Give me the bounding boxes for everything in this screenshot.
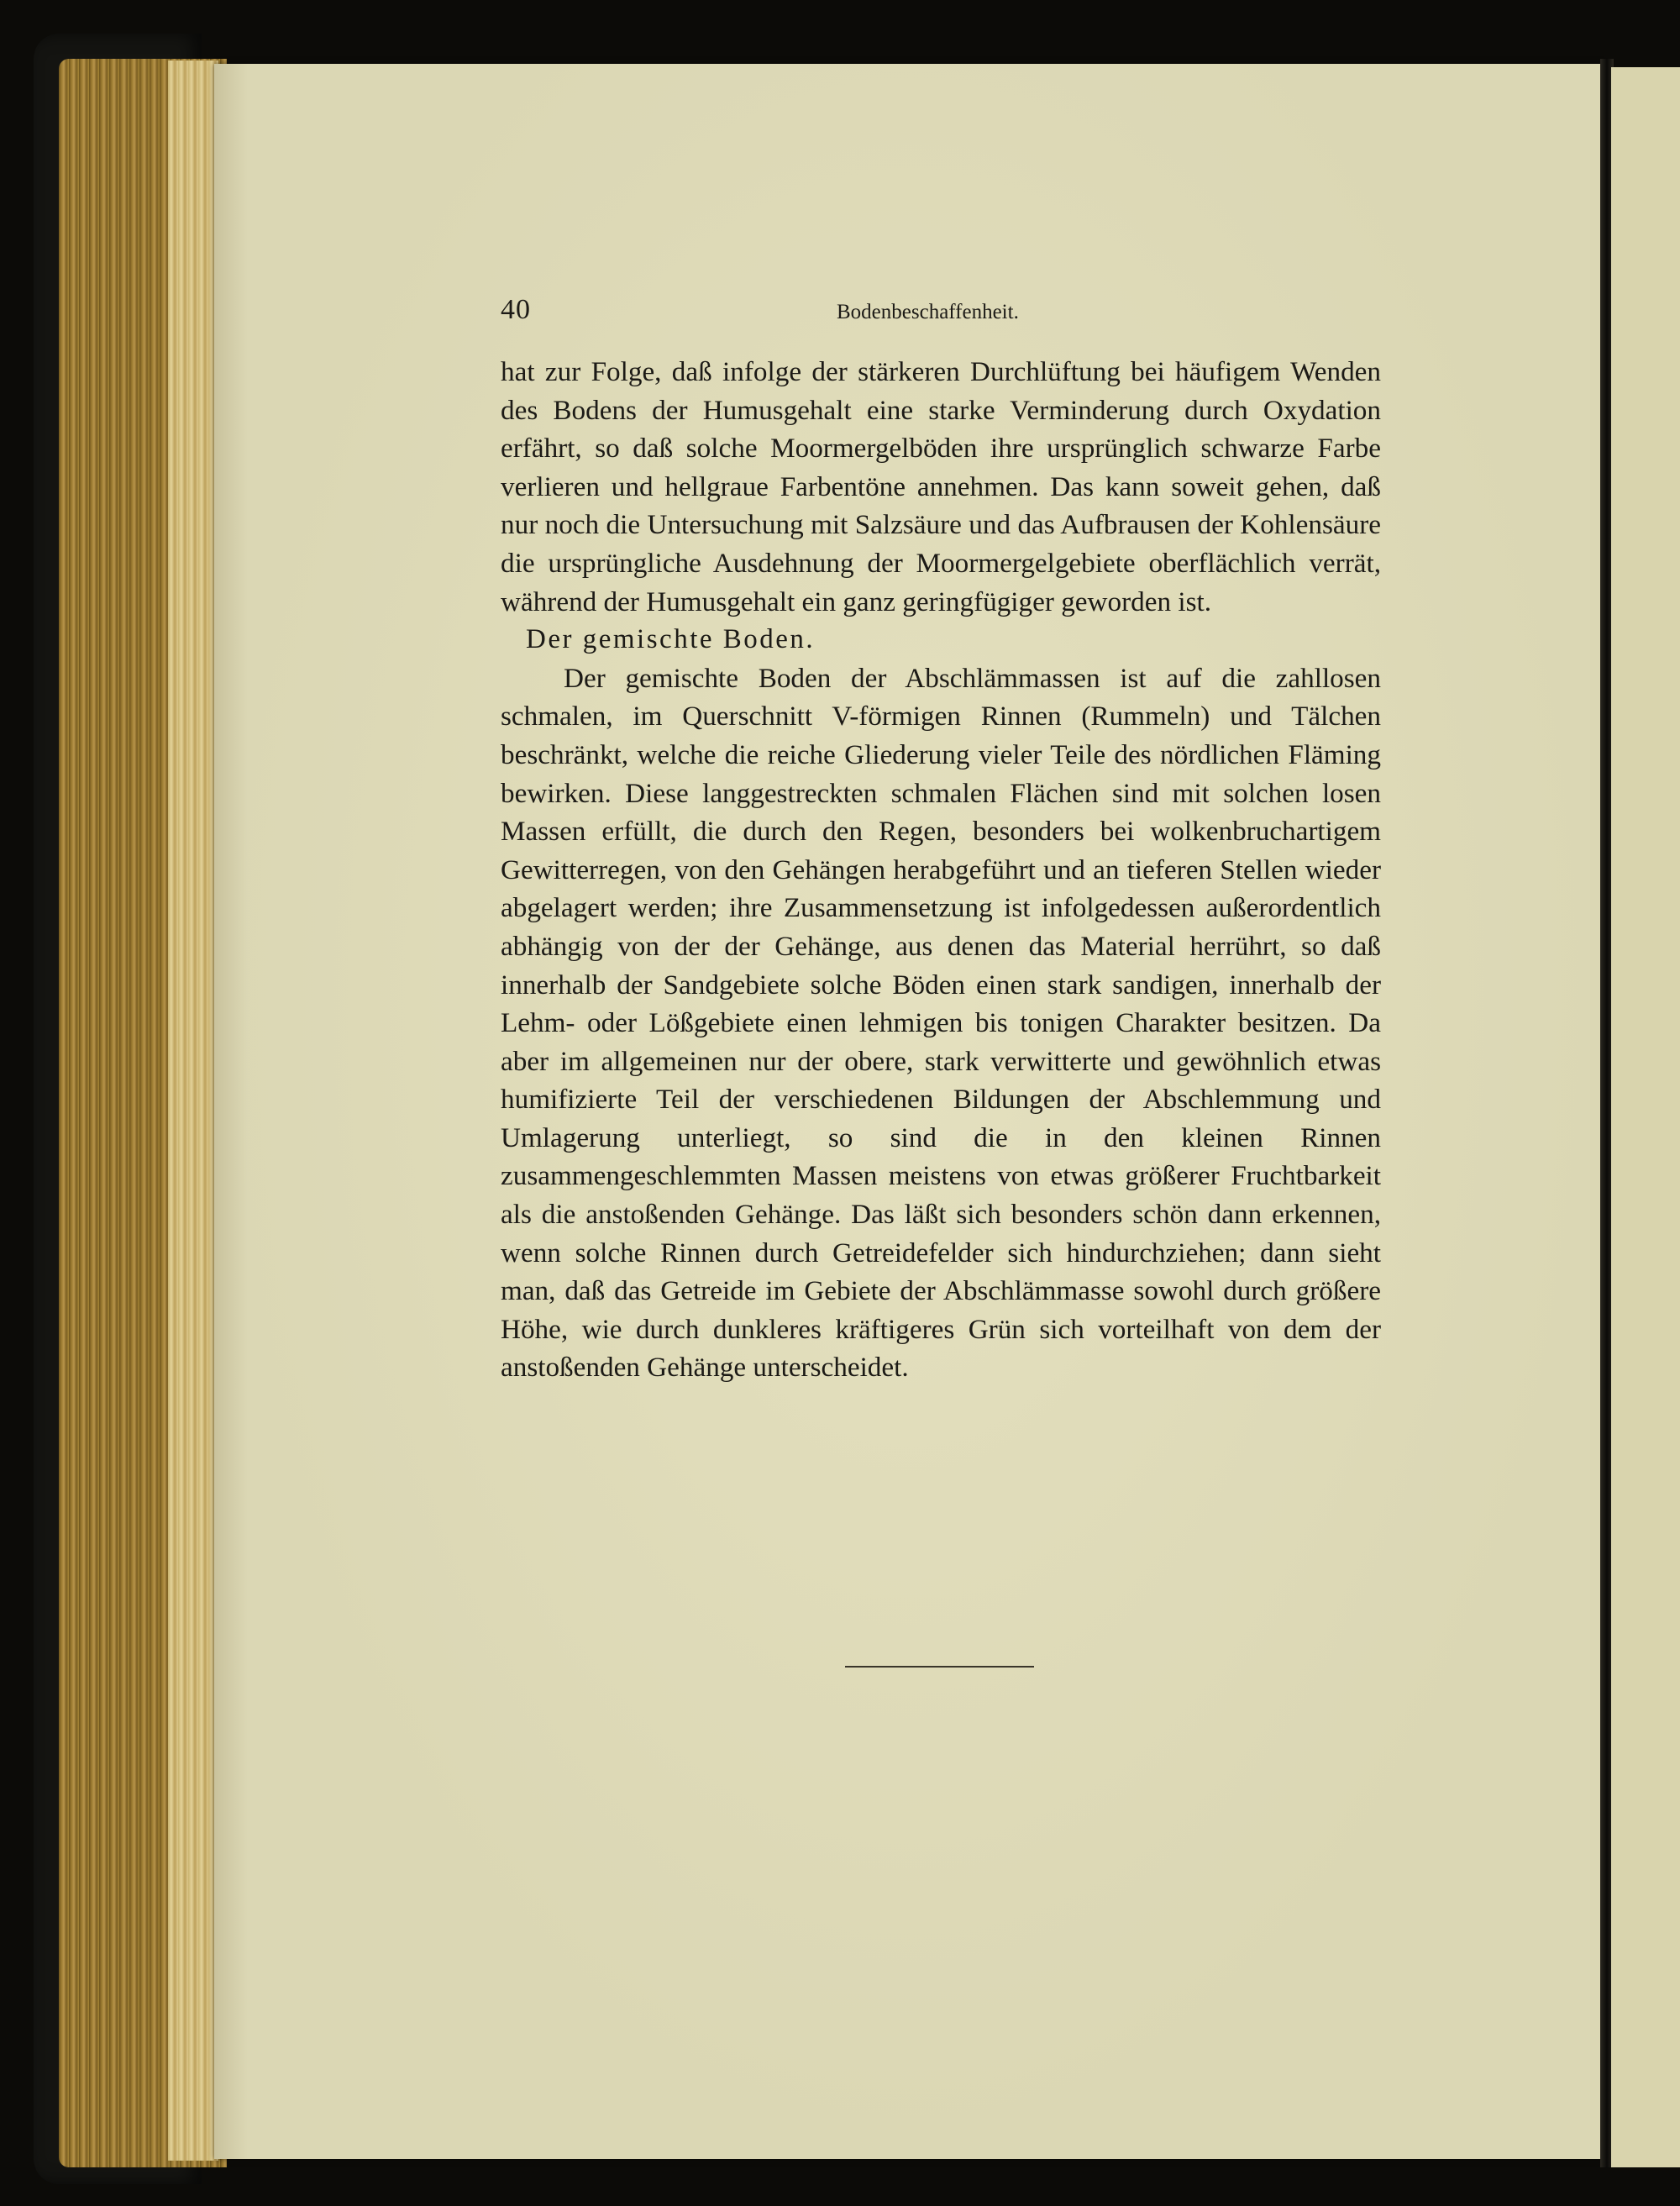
page-header	[501, 294, 1381, 344]
paragraph-1: hat zur Folge, daß infolge der stärkeren Durchlüftung bei häufigem Wenden des Bodens der Humusgehalt eine starke Verminderung durch Oxydation erfährt, so daß solche Moormergelböden ihre ursprünglich schwarze Farbe verlieren und hellgraue Farbentöne annehmen. Das kann soweit gehen, daß nur noch die Untersuchung mit Salzsäure und das Aufbrausen der Kohlensäure die ursprüngliche Ausdehnung der Moormergelgebiete oberflächlich verrät, während der Humusgehalt ein ganz geringfügiger geworden ist.	[501, 356, 1381, 617]
end-rule	[845, 1666, 1034, 1668]
page-edges-inner	[168, 60, 218, 2161]
page-content	[501, 294, 1381, 1387]
section-title: Der gemischte Boden.	[526, 624, 816, 655]
paragraph-2: Der gemischte Boden der Abschlämmassen ist auf die zahllosen schmalen, im Querschnitt V-förmigen Rinnen (Rummeln) und Tälchen beschränkt, welche die reiche Gliederung vieler Teile des nördlichen Fläming bewirken. Diese langgestreckten schmalen Flächen sind mit solchen losen Massen erfüllt, die durch den Regen, besonders bei wolkenbruchartigem Gewitterregen, von den Gehängen herabgeführt und an tieferen Stellen wieder abgelagert werden; ihre Zusammensetzung ist infolgedessen außerordentlich abhängig von der der Gehänge, aus denen das Material herrührt, so daß innerhalb der Sandgebiete solche Böden einen stark sandigen, innerhalb der Lehm- oder Lößgebiete einen lehmigen bis tonigen Charakter besitzen. Da aber im allgemeinen nur der obere, stark verwitterte und gewöhnlich etwas humifizierte Teil der verschiedenen Bildungen der Abschlemmung und Umlagerung unterliegt, so sind die in den kleinen Rinnen zusammengeschlemmten Massen meistens von etwas größerer Fruchtbarkeit als die anstoßenden Gehänge. Das läßt sich besonders schön dann erkennen, wenn solche Rinnen durch Getreidefelder sich hindurchziehen; dann sieht man, daß das Getreide im Gebiete der Abschlämmasse sowohl durch größere Höhe, wie durch dunkleres kräftigeres Grün sich vorteilhaft von dem der anstoßenden Gehänge unterscheidet.	[501, 662, 1381, 1384]
adjacent-page	[1611, 67, 1680, 2167]
running-head: Bodenbeschaffenheit.	[837, 301, 1019, 323]
body-text	[501, 353, 1381, 1387]
page-number: 40	[501, 294, 531, 325]
